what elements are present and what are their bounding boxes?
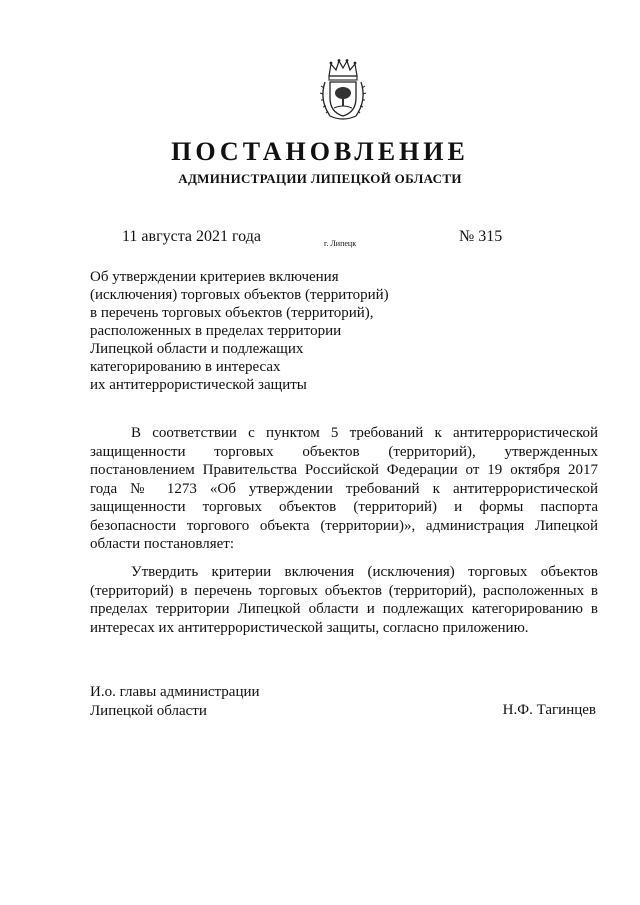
signatory-position-line: Липецкой области — [90, 702, 207, 719]
document-title: ПОСТАНОВЛЕНИЕ — [171, 137, 469, 166]
heading-line: в перечень торговых объектов (территорий), — [90, 305, 374, 321]
heading-line: Об утверждении критериев включения — [90, 269, 339, 285]
body-paragraph-resolution: Утвердить критерии включения (исключения) торговых объектов (территорий) в перечень торговых объектов (территорий), расположенных в пределах территории Липецкой области и подлежащих категорированию в интересах их антитеррористической защиты, согласно приложению. — [90, 564, 598, 636]
document-subtitle: АДМИНИСТРАЦИИ ЛИПЕЦКОЙ ОБЛАСТИ — [178, 171, 462, 186]
signatory-name: Н.Ф. Тагинцев — [502, 702, 596, 718]
body-paragraph-preamble: В соответствии с пунктом 5 требований к антитеррористической защищенности торговых объектов (территорий), утвержденных постановлением Правительства Российской Федерации от 19 октября 2017 года № 1273 «Об утверждении требований к антитеррористической защищенности торговых объектов (территорий) и формы паспорта безопасности торгового объекта (территории)», администрация Липецкой области постановляет: — [90, 425, 598, 552]
document-heading — [90, 268, 400, 394]
signatory-position — [90, 683, 260, 720]
coat-of-arms-emblem — [316, 58, 370, 122]
document-city: г. Липецк — [324, 239, 357, 248]
heading-line: расположенных в пределах территории — [90, 323, 342, 339]
heading-line: (исключения) торговых объектов (территорий) — [90, 287, 389, 303]
crown-shield-icon — [316, 58, 370, 122]
document-number: № 315 — [459, 228, 503, 245]
heading-line: их антитеррористической защиты — [90, 377, 307, 393]
signatory-position-line: И.о. главы администрации — [90, 684, 260, 700]
heading-line: категорированию в интересах — [90, 359, 281, 375]
document-date: 11 августа 2021 года — [122, 228, 261, 245]
heading-line: Липецкой области и подлежащих — [90, 341, 304, 357]
